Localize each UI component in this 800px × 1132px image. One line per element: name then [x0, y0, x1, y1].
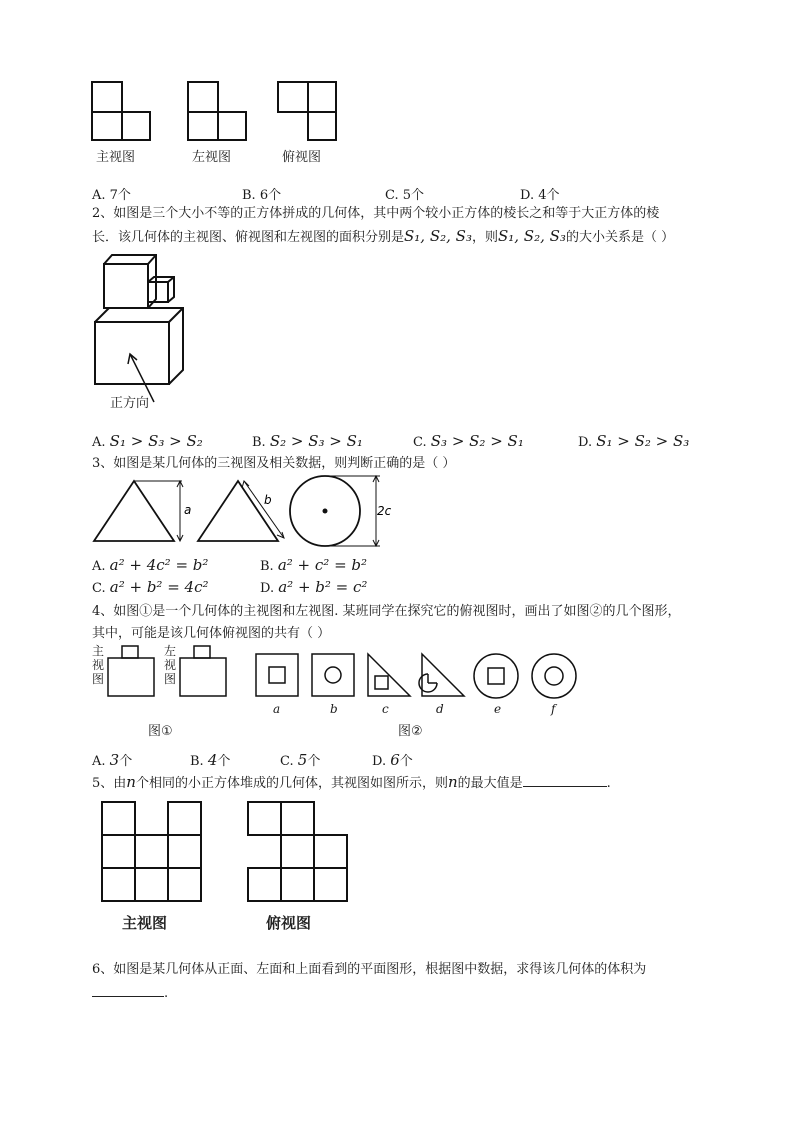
q2-stem-line1: 2、如图是三个大小不等的正方体拼成的几何体，其中两个较小正方体的棱长之和等于大正方体的棱	[92, 206, 660, 221]
q2-option-a[interactable]: A. S₁ > S₃ > S₂	[92, 432, 203, 450]
q4-fig2-caption: 图②	[398, 724, 423, 739]
q1-option-b[interactable]: B. 6个	[242, 188, 282, 203]
q1-option-a[interactable]: A. 7个	[92, 188, 131, 203]
q4-option-d[interactable]: D. 6个	[372, 751, 413, 769]
q4-side-label: 左视图	[164, 644, 177, 686]
q2-option-d[interactable]: D. S₁ > S₂ > S₃	[578, 432, 690, 450]
q3-front-view	[92, 478, 192, 544]
q4-letter-e: e	[494, 702, 502, 716]
q4-fig1-caption: 图①	[148, 724, 173, 739]
q3-side-view	[196, 478, 286, 544]
q4-shape-b	[310, 652, 356, 698]
q3-option-c[interactable]: C. a² + b² = 4c²	[92, 578, 209, 596]
q4-shape-e	[472, 652, 522, 702]
q3-label-b: b	[264, 493, 272, 507]
q2-option-b[interactable]: B. S₂ > S₃ > S₁	[252, 432, 363, 450]
q5-front-view	[100, 800, 204, 904]
q4-shape-f	[530, 652, 580, 702]
q4-letter-c: c	[382, 702, 389, 716]
q5-answer-blank[interactable]	[523, 772, 607, 787]
q5-top-label: 俯视图	[266, 914, 312, 932]
q2-option-c[interactable]: C. S₃ > S₂ > S₁	[413, 432, 524, 450]
q4-side-view	[178, 644, 230, 698]
q4-stem-line2: 其中，可能是该几何体俯视图的共有（ ）	[92, 626, 331, 641]
q4-shape-c	[366, 652, 412, 698]
q1-left-view	[186, 80, 256, 142]
q1-top-view	[276, 80, 346, 142]
q4-option-b[interactable]: B. 4个	[190, 751, 231, 769]
q1-option-d[interactable]: D. 4个	[520, 188, 560, 203]
q4-option-c[interactable]: C. 5个	[280, 751, 321, 769]
q4-front-view	[106, 644, 158, 698]
q6-answer-blank[interactable]	[92, 982, 164, 997]
q1-front-label: 主视图	[96, 150, 136, 165]
q6-stem-line1: 6、如图是某几何体从正面、左面和上面看到的平面图形，根据图中数据，求得该几何体的体积为	[92, 962, 647, 977]
q4-front-label: 主视图	[92, 644, 105, 686]
q5-front-label: 主视图	[122, 914, 168, 932]
q3-label-a: a	[184, 503, 192, 517]
q3-option-d[interactable]: D. a² + b² = c²	[260, 578, 368, 596]
q3-stem: 3、如图是某几何体的三视图及相关数据，则判断正确的是（ ）	[92, 456, 456, 471]
q4-letter-d: d	[436, 702, 444, 716]
q4-shape-a	[254, 652, 300, 698]
q3-option-b[interactable]: B. a² + c² = b²	[260, 556, 368, 574]
q1-left-label: 左视图	[192, 150, 232, 165]
q4-letter-f: f	[551, 702, 556, 716]
q1-front-view	[90, 80, 160, 142]
q3-option-a[interactable]: A. a² + 4c² = b²	[92, 556, 209, 574]
q4-letter-a: a	[273, 702, 281, 716]
q4-option-a[interactable]: A. 3个	[92, 751, 133, 769]
q2-cube-figure	[92, 252, 188, 412]
q6-stem-line2: .	[92, 982, 168, 1004]
q4-letter-b: b	[330, 702, 338, 716]
q1-option-c[interactable]: C. 5个	[385, 188, 425, 203]
q2-stem-line2: 长．该几何体的主视图、俯视图和左视图的面积分别是S₁, S₂, S₃，则S₁, S₂, S₃的大小关系是（ ）	[92, 227, 675, 245]
q3-top-view	[288, 474, 398, 550]
q3-label-2c: 2c	[377, 504, 392, 518]
q4-shape-d	[420, 652, 466, 698]
q2-direction-label: 正方向	[110, 396, 150, 411]
q4-stem-line1: 4、如图①是一个几何体的主视图和左视图. 某班同学在探究它的俯视图时，画出了如图②的几个图形，	[92, 604, 681, 619]
q1-top-label: 俯视图	[282, 150, 322, 165]
q5-stem: 5、由n个相同的小正方体堆成的几何体，其视图如图所示，则n的最大值是 .	[92, 773, 611, 791]
q5-top-view	[246, 800, 350, 904]
